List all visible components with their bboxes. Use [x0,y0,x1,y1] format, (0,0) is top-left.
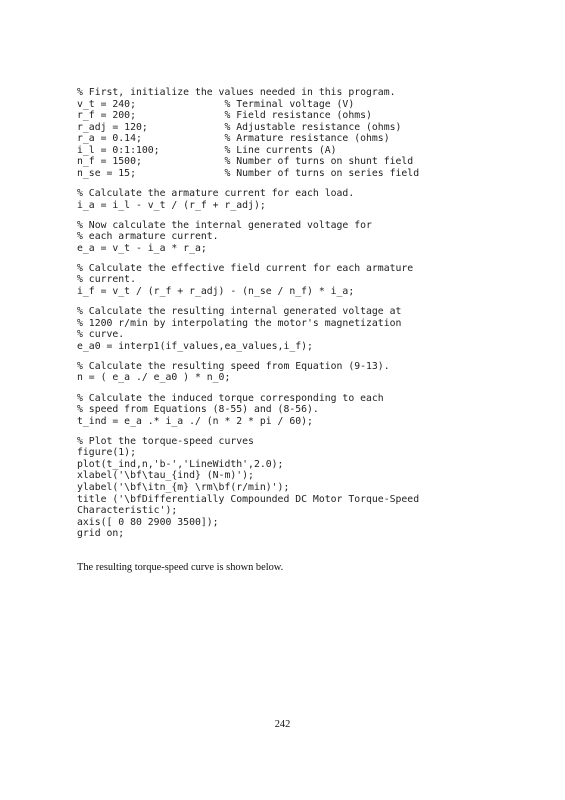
code-line: % Calculate the induced torque corresponding to each [77,392,384,404]
code-line: r_f = 200; % Field resistance (ohms) [77,110,372,122]
code-line: % Now calculate the internal generated voltage for [77,219,372,231]
code-line: r_a = 0.14; % Armature resistance (ohms) [77,133,390,145]
code-line: xlabel('\bf\tau_{ind} (N-m)'); [77,470,254,482]
code-line: title ('\bfDifferentially Compounded DC Motor Torque-Speed [77,493,420,505]
code-section-initialize [77,87,547,179]
code-line: n_se = 15; % Number of turns on series field [77,167,420,179]
code-line: % Calculate the resulting speed from Equation (9-13). [77,360,390,372]
code-line: % 1200 r/min by interpolating the motor's magnetization [77,317,402,329]
code-line: i_l = 0:1:100; % Line currents (A) [77,144,337,156]
body-paragraph: The resulting torque-speed curve is shown below. [77,562,284,573]
code-section-internal-voltage [77,220,547,255]
code-gap [77,352,547,361]
code-line: % Plot the torque-speed curves [77,435,254,447]
code-line: axis([ 0 80 2900 3500]); [77,516,219,528]
code-line: % each armature current. [77,231,219,243]
code-line: r_adj = 120; % Adjustable resistance (ohms) [77,121,402,133]
code-section-field-current [77,263,547,298]
code-line: % speed from Equations (8-55) and (8-56). [77,404,319,416]
code-section-armature-current [77,188,547,211]
code-gap [77,211,547,220]
code-line: figure(1); [77,447,136,459]
code-line: % Calculate the effective field current for each armature [77,262,414,274]
code-line: % First, initialize the values needed in this program. [77,87,396,98]
code-line: plot(t_ind,n,'b-','LineWidth',2.0); [77,458,284,470]
code-line: v_t = 240; % Terminal voltage (V) [77,98,355,110]
code-line: i_a = i_l - v_t / (r_f + r_adj); [77,199,266,211]
code-line: % Calculate the armature current for each load. [77,187,355,199]
code-line: e_a = v_t - i_a * r_a; [77,242,207,254]
code-line: grid on; [77,528,125,540]
code-gap [77,384,547,393]
code-line: n = ( e_a ./ e_a0 ) * n_0; [77,372,231,384]
code-section-plot [77,436,547,540]
page-number: 242 [274,719,291,730]
code-line: Characteristic'); [77,505,178,517]
code-gap [77,254,547,263]
code-line: t_ind = e_a .* i_a ./ (n * 2 * pi / 60); [77,415,313,427]
code-line: % Calculate the resulting internal generated voltage at [77,306,402,318]
code-gap [77,179,547,188]
code-line: ylabel('\bf\itn_{m} \rm\bf(r/min)'); [77,482,290,494]
code-line: n_f = 1500; % Number of turns on shunt field [77,156,414,168]
code-gap [77,298,547,307]
code-line: % curve. [77,329,125,341]
code-line: % current. [77,274,136,286]
code-section-speed [77,361,547,384]
matlab-code-listing [77,87,547,540]
code-gap [77,427,547,436]
code-section-torque [77,393,547,428]
code-line: e_a0 = interp1(if_values,ea_values,i_f); [77,340,313,352]
code-section-interpolation [77,306,547,352]
code-line: i_f = v_t / (r_f + r_adj) - (n_se / n_f) * i_a; [77,285,355,297]
